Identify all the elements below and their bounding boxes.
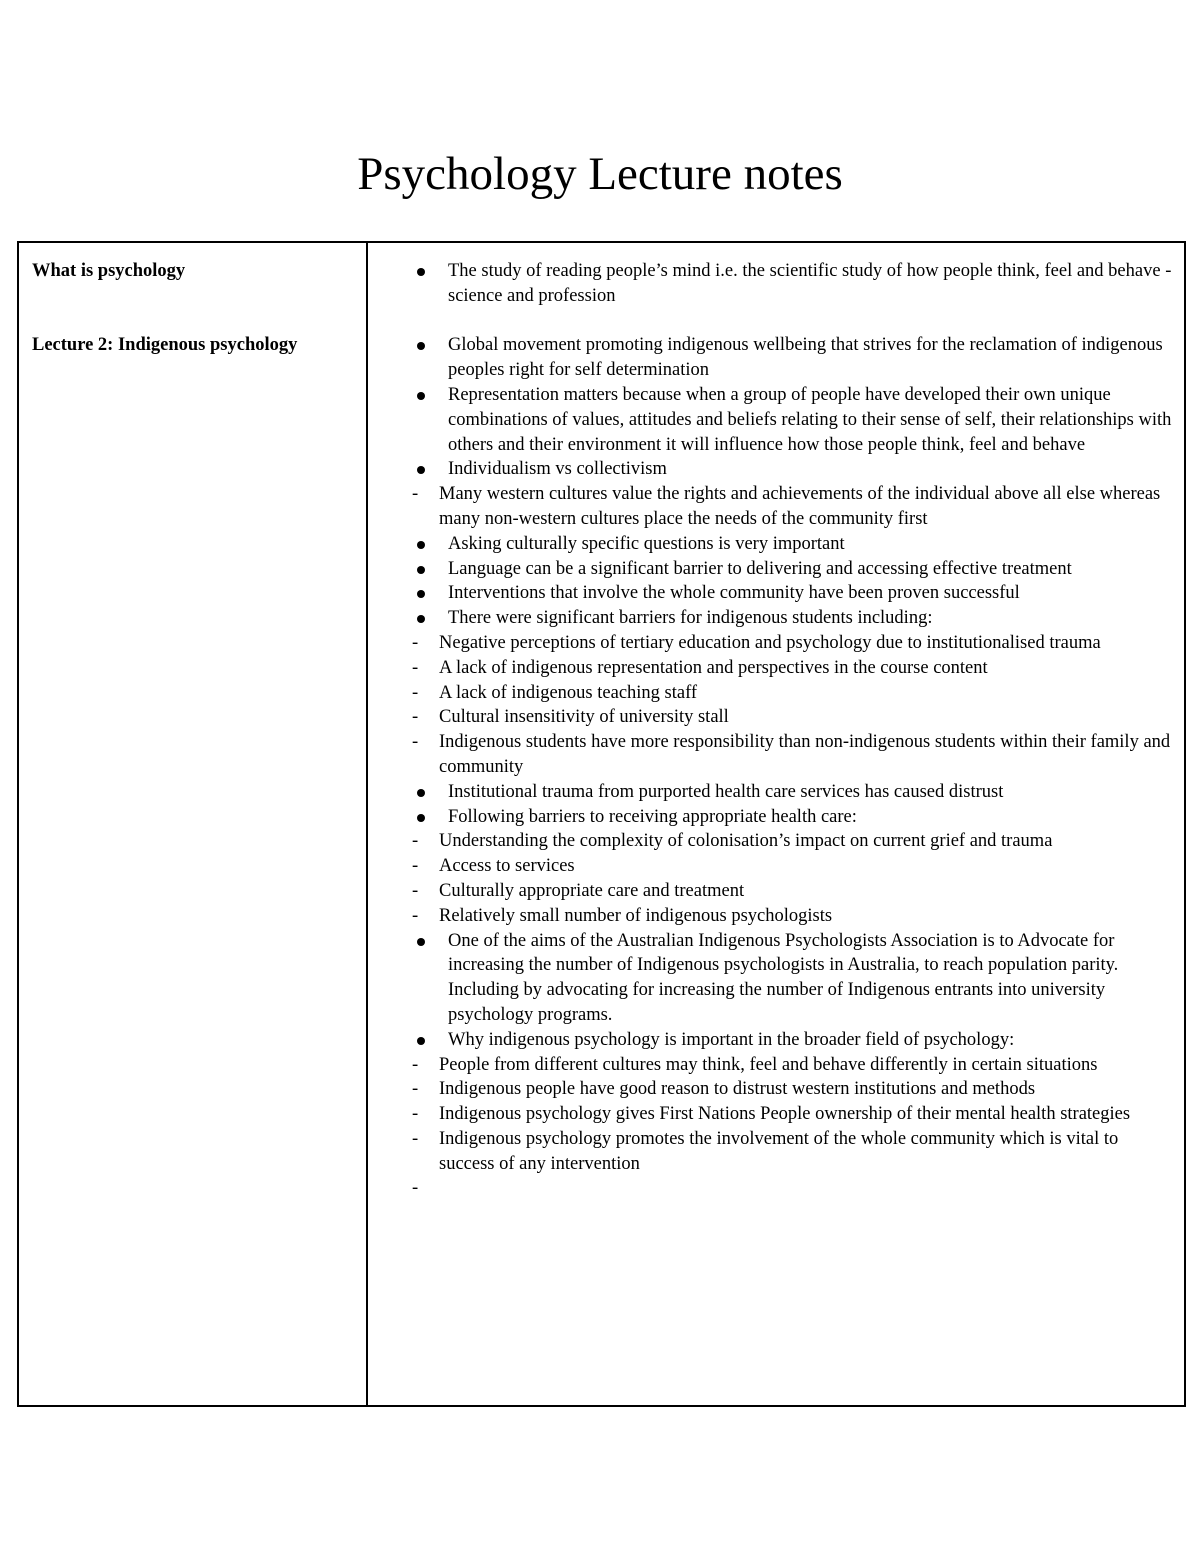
bullet-group [368, 606, 1174, 780]
sub-item: - Many western cultures value the rights and achievements of the individual above all else whereas many non-western cultures place the needs of the community first [368, 482, 1174, 532]
bullet-item: Following barriers to receiving appropriate health care: [368, 805, 1174, 830]
sub-item [368, 1176, 1174, 1201]
bullet-item: Interventions that involve the whole community have been proven successful [368, 581, 1174, 606]
sub-item: - Access to services [368, 854, 1174, 879]
notes-section-indigenous-psychology [368, 333, 1174, 1201]
bullet-item: Individualism vs collectivism [368, 457, 1174, 482]
bullet-group [368, 1028, 1174, 1202]
notes-table [17, 241, 1186, 1407]
bullet-item: Representation matters because when a group of people have developed their own unique combinations of values, attitudes and beliefs relating to their sense of self, their relationships with others and their environment it will influence how those people think, feel and behave [368, 383, 1174, 457]
topics-column [19, 243, 368, 1405]
bullet-item: The study of reading people’s mind i.e. the scientific study of how people think, feel and behave - science and profession [368, 259, 1174, 309]
sub-list [368, 829, 1174, 928]
bullet-group [368, 383, 1174, 457]
bullet-item: Global movement promoting indigenous wellbeing that strives for the reclamation of indigenous peoples right for self determination [368, 333, 1174, 383]
sub-item: - Relatively small number of indigenous psychologists [368, 904, 1174, 929]
bullet-group [368, 929, 1174, 1028]
notes-section-what-is-psychology [368, 259, 1174, 309]
bullet-item: Asking culturally specific questions is very important [368, 532, 1174, 557]
notes-column [368, 243, 1184, 1405]
bullet-group [368, 557, 1174, 582]
bullet-item: Why indigenous psychology is important in the broader field of psychology: [368, 1028, 1174, 1053]
bullet-item: Institutional trauma from purported health care services has caused distrust [368, 780, 1174, 805]
bullet-item: There were significant barriers for indigenous students including: [368, 606, 1174, 631]
sub-list [368, 1053, 1174, 1202]
sub-item: - A lack of indigenous teaching staff [368, 681, 1174, 706]
document-title: Psychology Lecture notes [357, 148, 843, 200]
sub-item: - Cultural insensitivity of university stall [368, 705, 1174, 730]
topic-what-is-psychology: What is psychology [32, 261, 186, 281]
sub-item: - Culturally appropriate care and treatment [368, 879, 1174, 904]
bullet-group [368, 333, 1174, 383]
bullet-group [368, 780, 1174, 805]
bullet-item: Language can be a significant barrier to delivering and accessing effective treatment [368, 557, 1174, 582]
sub-item: - A lack of indigenous representation and perspectives in the course content [368, 656, 1174, 681]
topic-indigenous-psychology: Lecture 2: Indigenous psychology [32, 335, 298, 356]
bullet-item: One of the aims of the Australian Indigenous Psychologists Association is to Advocate for increasing the number of Indigenous psychologists in Australia, to reach population parity. Including by advocating for increasing the number of Indigenous entrants into university psychology programs. [368, 929, 1174, 1028]
sub-item: - Understanding the complexity of colonisation’s impact on current grief and trauma [368, 829, 1174, 854]
bullet-group [368, 532, 1174, 557]
sub-item: - Indigenous people have good reason to distrust western institutions and methods [368, 1077, 1174, 1102]
sub-list [368, 482, 1174, 532]
sub-item: - People from different cultures may think, feel and behave differently in certain situations [368, 1053, 1174, 1078]
sub-item: - Negative perceptions of tertiary education and psychology due to institutionalised trauma [368, 631, 1174, 656]
bullet-group [368, 581, 1174, 606]
bullet-group [368, 457, 1174, 531]
sub-item: - Indigenous psychology gives First Nations People ownership of their mental health strategies [368, 1102, 1174, 1127]
sub-item: - Indigenous psychology promotes the involvement of the whole community which is vital to success of any intervention [368, 1127, 1174, 1177]
sub-item: - Indigenous students have more responsibility than non-indigenous students within their family and community [368, 730, 1174, 780]
bullet-group [368, 805, 1174, 929]
sub-list [368, 631, 1174, 780]
